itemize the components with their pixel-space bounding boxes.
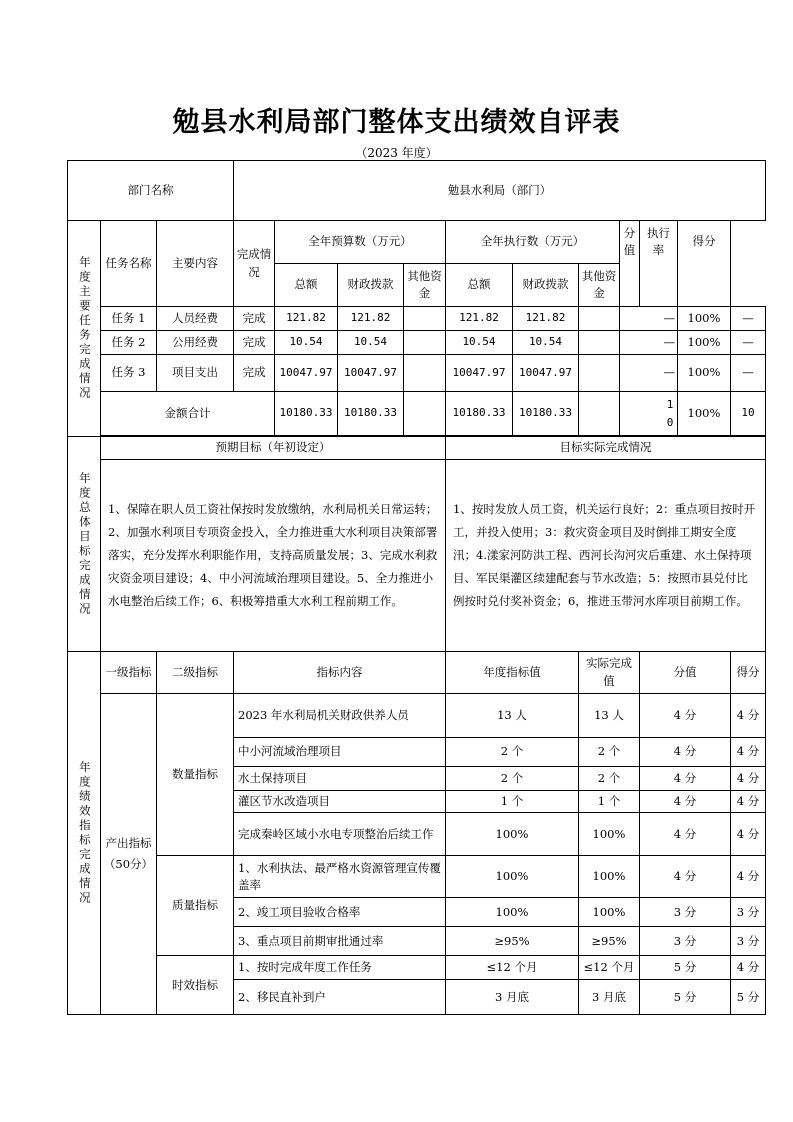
sec3-side-label: 年度绩效指标完成情况 xyxy=(68,652,101,1015)
h-exec-fiscal: 财政拨款 xyxy=(513,264,579,307)
indicator-actual: 100% xyxy=(579,856,640,898)
indicator-content: 水土保持项目 xyxy=(234,767,446,791)
h-exec-rate: 执行率 xyxy=(640,221,678,307)
budget-total: 10047.97 xyxy=(275,355,338,392)
indicator-score: 4 分 xyxy=(731,813,766,856)
budget-other xyxy=(404,355,446,392)
table-row xyxy=(68,355,766,392)
h-status: 完成情况 xyxy=(234,221,275,307)
h-actual-goal: 目标实际完成情况 xyxy=(446,437,766,460)
h-indicator-score-value: 分值 xyxy=(640,652,731,694)
h-task-name: 任务名称 xyxy=(101,221,157,307)
indicator-content: 灌区节水改造项目 xyxy=(234,791,446,813)
sum-exec-fiscal: 10180.33 xyxy=(513,392,579,436)
sum-row xyxy=(68,392,766,436)
budget-fiscal: 10.54 xyxy=(338,331,404,355)
indicator-score: 4 分 xyxy=(731,738,766,767)
task-status: 完成 xyxy=(234,355,275,392)
h-indicator-score: 得分 xyxy=(731,652,766,694)
indicator-target: ≤12 个月 xyxy=(446,956,579,980)
h-expected-goal: 预期目标（年初设定） xyxy=(101,437,446,460)
indicator-score: 3 分 xyxy=(731,898,766,927)
h-budget-total: 总额 xyxy=(275,264,338,307)
level2-timeliness: 时效指标 xyxy=(157,956,234,1015)
sec2-side-label: 年度总体目标完成情况 xyxy=(68,437,101,652)
indicator-content: 2、竣工项目验收合格率 xyxy=(234,898,446,927)
indicator-target: 2 个 xyxy=(446,738,579,767)
h-exec-other: 其他资金 xyxy=(579,264,620,307)
indicator-score-value: 4 分 xyxy=(640,767,731,791)
indicator-score-value: 4 分 xyxy=(640,856,731,898)
task-name: 任务 1 xyxy=(101,307,157,331)
budget-fiscal: 121.82 xyxy=(338,307,404,331)
indicator-content: 2、移民直补到户 xyxy=(234,980,446,1015)
exec-other xyxy=(579,355,620,392)
expected-goal-text: 1、保障在职人员工资社保按时发放缴纳，水利局机关日常运转；2、加强水利项目专项资金投入，全力推进重大水利项目决策部署落实，充分发挥水利职能作用，支持高质量发展；3、完成水利救灾资金项目建设；4、中小河流域治理项目建设。5、全力推进小水电整治后续工作；6、积极筹措重大水利工程前期工作。 xyxy=(101,460,446,652)
sum-exec-other xyxy=(579,392,620,436)
level1-output: 产出指标（50分） xyxy=(101,694,157,1015)
indicator-target: 3 月底 xyxy=(446,980,579,1015)
h-actual-value: 实际完成值 xyxy=(579,652,640,694)
table-row xyxy=(68,331,766,355)
exec-total: 121.82 xyxy=(446,307,513,331)
task-content: 人员经费 xyxy=(157,307,234,331)
sum-budget-fiscal: 10180.33 xyxy=(338,392,404,436)
h-exec-total: 总额 xyxy=(446,264,513,307)
page-subtitle: （2023 年度） xyxy=(355,146,438,160)
indicator-content: 完成秦岭区域小水电专项整治后续工作 xyxy=(234,813,446,856)
score-value: — xyxy=(620,331,678,355)
indicator-score: 4 分 xyxy=(731,694,766,738)
indicator-actual: 2 个 xyxy=(579,738,640,767)
budget-fiscal: 10047.97 xyxy=(338,355,404,392)
indicator-content: 1、按时完成年度工作任务 xyxy=(234,956,446,980)
page-title: 勉县水利局部门整体支出绩效自评表 xyxy=(172,107,621,138)
indicator-actual: ≤12 个月 xyxy=(579,956,640,980)
indicator-score-value: 3 分 xyxy=(640,927,731,956)
indicator-score-value: 4 分 xyxy=(640,694,731,738)
indicator-score: 4 分 xyxy=(731,856,766,898)
h-score: 得分 xyxy=(678,221,731,307)
indicator-score-value: 4 分 xyxy=(640,791,731,813)
sum-score: 10 xyxy=(731,392,766,436)
indicator-content: 中小河流域治理项目 xyxy=(234,738,446,767)
exec-fiscal: 10047.97 xyxy=(513,355,579,392)
exec-rate: 100% xyxy=(678,307,731,331)
indicator-content: 2023 年水利局机关财政供养人员 xyxy=(234,694,446,738)
score: — xyxy=(731,307,766,331)
indicator-target: 100% xyxy=(446,856,579,898)
indicator-actual: 100% xyxy=(579,898,640,927)
indicator-score-value: 4 分 xyxy=(640,813,731,856)
h-budget-other: 其他资金 xyxy=(404,264,446,307)
dept-label: 部门名称 xyxy=(68,161,234,221)
indicator-score-value: 5 分 xyxy=(640,980,731,1015)
exec-total: 10.54 xyxy=(446,331,513,355)
indicator-score: 4 分 xyxy=(731,767,766,791)
exec-rate: 100% xyxy=(678,355,731,392)
indicator-score-value: 3 分 xyxy=(640,898,731,927)
indicator-target: 100% xyxy=(446,898,579,927)
sum-label: 金额合计 xyxy=(101,392,275,436)
sum-score-value: 10 xyxy=(620,392,678,436)
h-budget-fiscal: 财政拨款 xyxy=(338,264,404,307)
task-name: 任务 2 xyxy=(101,331,157,355)
h-score-value: 分值 xyxy=(620,221,640,307)
table-row xyxy=(68,307,766,331)
indicator-actual: 3 月底 xyxy=(579,980,640,1015)
dept-value: 勉县水利局（部门） xyxy=(234,161,766,221)
exec-fiscal: 121.82 xyxy=(513,307,579,331)
sum-budget-total: 10180.33 xyxy=(275,392,338,436)
indicator-target: ≥95% xyxy=(446,927,579,956)
indicator-actual: 1 个 xyxy=(579,791,640,813)
indicator-content: 1、水利执法、最严格水资源管理宣传覆盖率 xyxy=(234,856,446,898)
task-content: 公用经费 xyxy=(157,331,234,355)
indicator-score: 4 分 xyxy=(731,791,766,813)
indicator-target: 100% xyxy=(446,813,579,856)
h-main-content: 主要内容 xyxy=(157,221,234,307)
level2-quantity: 数量指标 xyxy=(157,694,234,856)
exec-other xyxy=(579,331,620,355)
h-exec: 全年执行数（万元） xyxy=(446,221,620,264)
budget-other xyxy=(404,331,446,355)
score: — xyxy=(731,331,766,355)
indicator-score: 5 分 xyxy=(731,980,766,1015)
exec-rate: 100% xyxy=(678,331,731,355)
indicator-target: 2 个 xyxy=(446,767,579,791)
score: — xyxy=(731,355,766,392)
exec-other xyxy=(579,307,620,331)
indicator-target: 1 个 xyxy=(446,791,579,813)
score-value: — xyxy=(620,355,678,392)
indicator-actual: ≥95% xyxy=(579,927,640,956)
budget-other xyxy=(404,307,446,331)
score-value: — xyxy=(620,307,678,331)
table-row xyxy=(68,856,766,898)
sum-budget-other xyxy=(404,392,446,436)
h-level2: 二级指标 xyxy=(157,652,234,694)
h-annual-target: 年度指标值 xyxy=(446,652,579,694)
level2-quality: 质量指标 xyxy=(157,856,234,956)
h-level1: 一级指标 xyxy=(101,652,157,694)
table-row xyxy=(68,956,766,980)
exec-total: 10047.97 xyxy=(446,355,513,392)
indicator-target: 13 人 xyxy=(446,694,579,738)
indicator-score: 3 分 xyxy=(731,927,766,956)
sum-exec-rate: 100% xyxy=(678,392,731,436)
budget-total: 121.82 xyxy=(275,307,338,331)
task-name: 任务 3 xyxy=(101,355,157,392)
exec-fiscal: 10.54 xyxy=(513,331,579,355)
h-indicator-content: 指标内容 xyxy=(234,652,446,694)
budget-total: 10.54 xyxy=(275,331,338,355)
task-content: 项目支出 xyxy=(157,355,234,392)
indicator-content: 3、重点项目前期审批通过率 xyxy=(234,927,446,956)
indicator-score: 4 分 xyxy=(731,956,766,980)
h-budget: 全年预算数（万元） xyxy=(275,221,446,264)
sec1-side-label: 年度主要任务完成情况 xyxy=(68,221,101,437)
sum-exec-total: 10180.33 xyxy=(446,392,513,436)
indicator-actual: 100% xyxy=(579,813,640,856)
table-row xyxy=(68,694,766,738)
actual-goal-text: 1、按时发放人员工资，机关运行良好；2：重点项目按时开工，并投入使用；3：救灾资金项目及时倒排工期安全度汛；4.漾家河防洪工程、西河长沟河灾后重建、水土保持项目、军民渠灌区续建配套与节水改造；5：按照市县兑付比例按时兑付奖补资金；6，推进玉带河水库项目前期工作。 xyxy=(446,460,766,652)
task-status: 完成 xyxy=(234,331,275,355)
indicator-score-value: 5 分 xyxy=(640,956,731,980)
evaluation-table xyxy=(67,160,766,1015)
indicator-actual: 13 人 xyxy=(579,694,640,738)
indicator-score-value: 4 分 xyxy=(640,738,731,767)
task-status: 完成 xyxy=(234,307,275,331)
indicator-actual: 2 个 xyxy=(579,767,640,791)
